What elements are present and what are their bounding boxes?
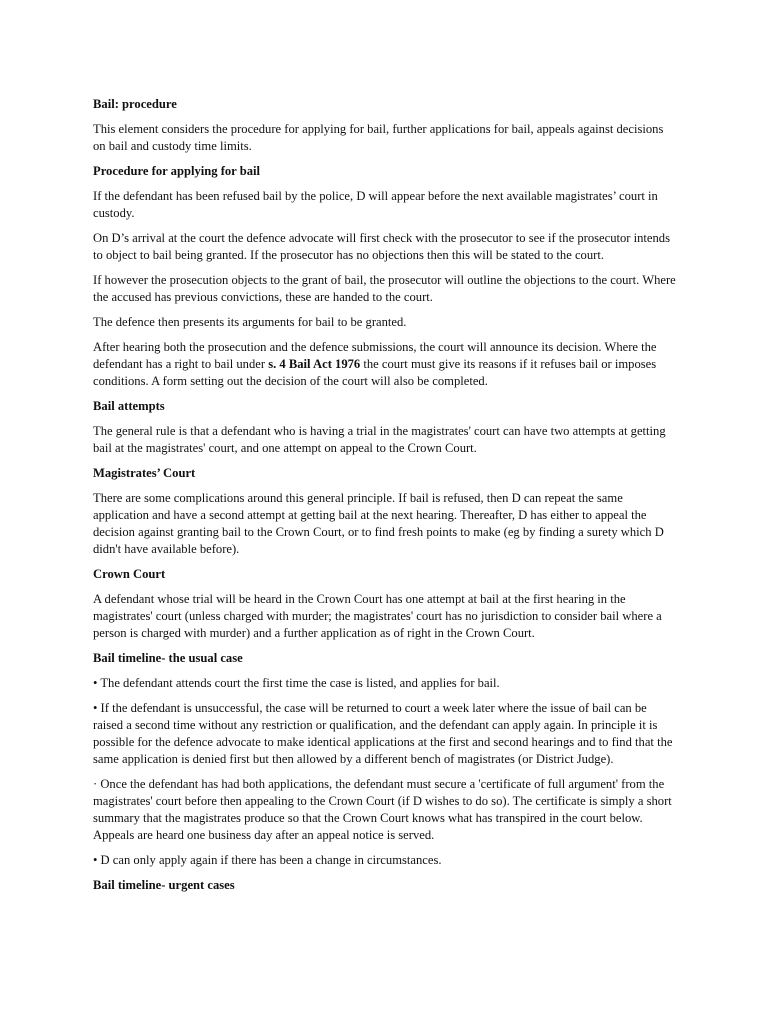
paragraph: If the defendant has been refused bail by the police, D will appear before the next available magistrates’ court in custody.	[93, 189, 658, 220]
section-heading-timeline-usual: Bail timeline- the usual case	[93, 651, 243, 665]
section-heading-attempts: Bail attempts	[93, 399, 165, 413]
paragraph: The general rule is that a defendant who is having a trial in the magistrates' court can have two attempts at getting bail at the magistrates' court, and one attempt on appeal to the Crown Court.	[93, 424, 666, 455]
paragraph: There are some complications around this general principle. If bail is refused, then D can repeat the same application and have a second attempt at getting bail at the next hearing. Thereafter, D has either to appeal the decision against granting bail to the Crown Court, or to find fresh points to make (eg by finding a surety which D didn't have available before).	[93, 491, 664, 556]
bullet-item: · Once the defendant has had both applications, the defendant must secure a 'certificate of full argument' from the magistrates' court before then appealing to the Crown Court (if D wishes to do so). The certificate is simply a short summary that the magistrates produce so that the Crown Court knows what has transpired in the court below. Appeals are heard one business day after an appeal notice is served.	[93, 777, 672, 842]
section-heading-magistrates: Magistrates’ Court	[93, 466, 196, 480]
intro-paragraph: This element considers the procedure for applying for bail, further applications for bail, appeals against decisions on bail and custody time limits.	[93, 122, 664, 153]
document-title: Bail: procedure	[93, 97, 177, 111]
statute-reference: s. 4 Bail Act 1976	[268, 357, 361, 371]
paragraph: If however the prosecution objects to the grant of bail, the prosecutor will outline the objections to the court. Where the accused has previous convictions, these are handed to the court.	[93, 273, 676, 304]
paragraph: On D’s arrival at the court the defence advocate will first check with the prosecutor to see if the prosecutor intends to object to bail being granted. If the prosecutor has no objections then this will be stated to the court.	[93, 231, 671, 262]
section-heading-timeline-urgent: Bail timeline- urgent cases	[93, 878, 235, 892]
paragraph: The defence then presents its arguments for bail to be granted.	[93, 315, 407, 329]
bullet-item: • The defendant attends court the first time the case is listed, and applies for bail.	[93, 676, 500, 690]
paragraph: A defendant whose trial will be heard in the Crown Court has one attempt at bail at the first hearing in the magistrates' court (unless charged with murder; the magistrates' court has no jurisdiction to consider bail where a person is charged with murder) and a further application as of right in the Crown Court.	[93, 592, 662, 640]
bullet-item: • If the defendant is unsuccessful, the case will be returned to court a week later where the issue of bail can be raised a second time without any restriction or qualification, and the defendant can apply again. In principle it is possible for the defence advocate to make identical applications at the first and second hearings and to find that the same application is denied first but then allowed by a different bench of magistrates (or District Judge).	[93, 701, 673, 766]
text-span: After hearing both the prosecution and the defence submissions, the court will announce its decision. Where the defendant has a right to bail under	[93, 340, 657, 371]
section-heading-crown: Crown Court	[93, 567, 166, 581]
document-page	[93, 96, 678, 902]
paragraph-statute	[93, 339, 678, 390]
text-span: the court must give its reasons if it refuses bail or imposes conditions. A form setting out the decision of the court will also be completed.	[93, 357, 657, 388]
bullet-item: • D can only apply again if there has been a change in circumstances.	[93, 853, 442, 867]
section-heading-applying: Procedure for applying for bail	[93, 164, 260, 178]
